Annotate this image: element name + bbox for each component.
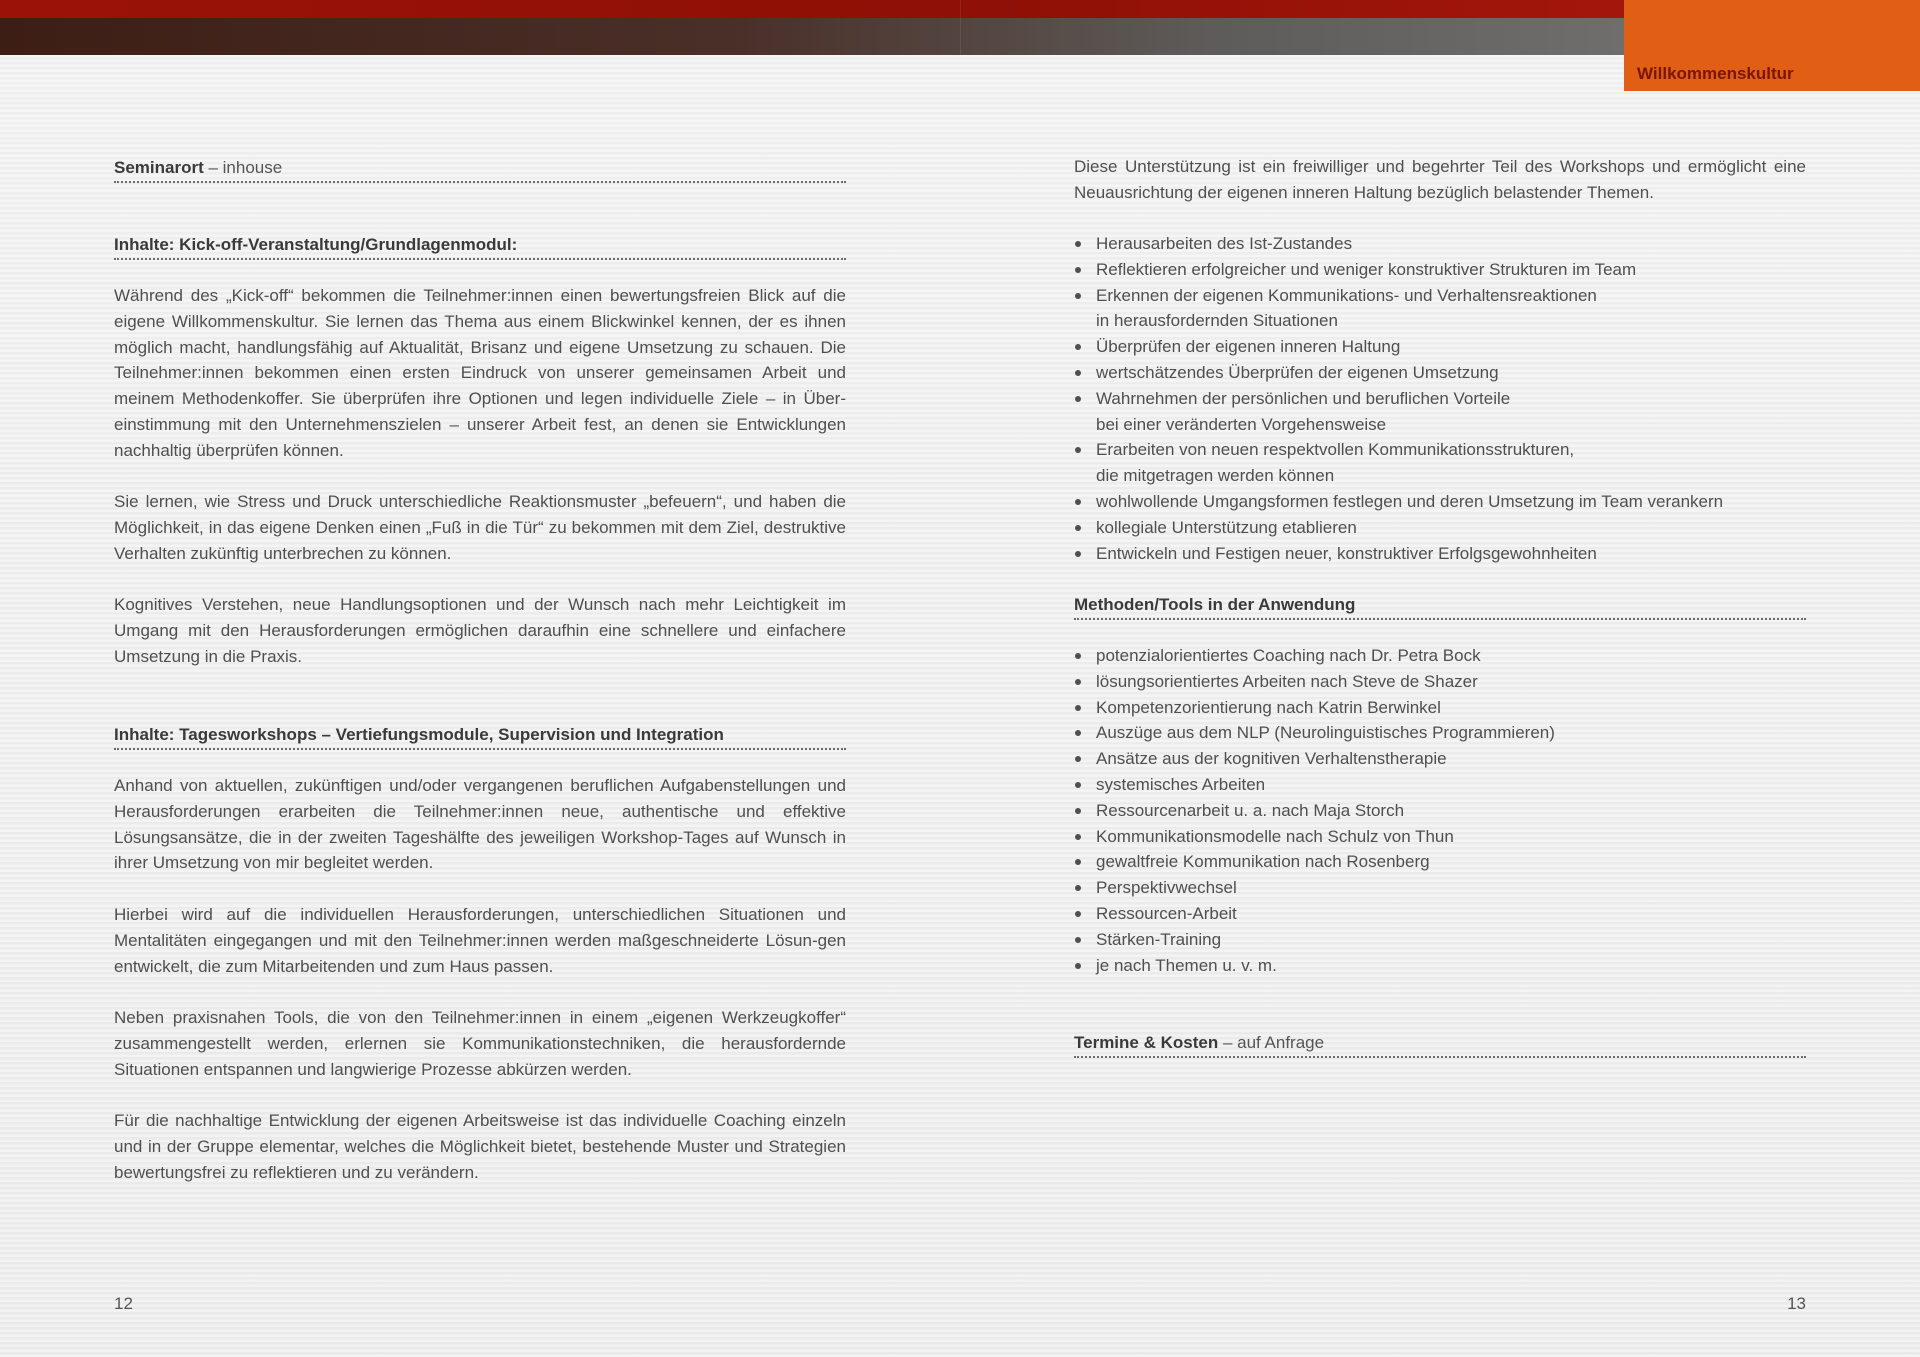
bullet-icon (1075, 447, 1081, 453)
tages-paragraph-3: Neben praxisnahen Tools, die von den Teilnehmer:innen in einem „eigenen Werkzeugkoffer“ zusammengestellt werden, erlernen sie Kommunikationstechniken, die herausfordernde Situationen entspannen und langwierige Prozesse abkürzen werden. (114, 1008, 846, 1079)
list-item: Ressourcenarbeit u. a. nach Maja Storch (1074, 798, 1806, 824)
list-item: systemisches Arbeiten (1074, 772, 1806, 798)
list-item: Herausarbeiten des Ist-Zustandes (1074, 231, 1806, 257)
bullet-icon (1075, 653, 1081, 659)
bullet-icon (1075, 396, 1081, 402)
page-spine (960, 0, 961, 55)
tages-paragraph-1: Anhand von aktuellen, zukünftigen und/oder vergangenen beruflichen Aufgabenstellungen und Herausforderungen erarbeiten die Teilnehmer:innen neue, authentische und effektive Lösungsansätze, die in der zweiten Tageshälfte des jeweiligen Workshop-Tages auf Wunsch in ihrer Umsetzung von mir begleitet werden. (114, 776, 846, 873)
heading-tagesworkshops (114, 722, 846, 750)
bullet-icon (1075, 834, 1081, 840)
list-item: gewaltfreie Kommunikation nach Rosenberg (1074, 849, 1806, 875)
list-item: je nach Themen u. v. m. (1074, 953, 1806, 979)
list-item: potenzialorientiertes Coaching nach Dr. Petra Bock (1074, 643, 1806, 669)
tages-paragraph-4: Für die nachhaltige Entwicklung der eigenen Arbeitsweise ist das individuelle Coaching einzeln und in der Gruppe elementar, welches die Möglichkeit bietet, bestehende Muster und Strategien bewertungsfrei zu reflektieren und zu verändern. (114, 1111, 846, 1182)
page-number-right: 13 (1787, 1294, 1806, 1313)
bullet-icon (1075, 499, 1081, 505)
list-item: wertschätzendes Überprüfen der eigenen Umsetzung (1074, 360, 1806, 386)
seminarort-value: – inhouse (203, 158, 283, 177)
bullet-icon (1075, 808, 1081, 814)
termine-value: – auf Anfrage (1218, 1033, 1325, 1052)
methods-list (1074, 643, 1806, 978)
list-item: lösungsorientiertes Arbeiten nach Steve de Shazer (1074, 669, 1806, 695)
heading-methods (1074, 592, 1806, 620)
heading-seminarort (114, 155, 846, 183)
bullet-icon (1075, 756, 1081, 762)
bullet-icon (1075, 705, 1081, 711)
heading-tagesworkshops-text: Inhalte: Tagesworkshops – Vertiefungsmodule, Supervision und Integration (114, 725, 724, 744)
list-item: wohlwollende Umgangsformen festlegen und deren Umsetzung im Team verankern (1074, 489, 1806, 515)
bullet-icon (1075, 963, 1081, 969)
tages-paragraph-2: Hierbei wird auf die individuellen Herausforderungen, unterschiedlichen Situationen und Mentalitäten eingegangen und mit den Teilnehmer:innen werden maßgeschneiderte Lösun-gen entwickelt, die zum Mitarbeitenden und zum Haus passen. (114, 905, 846, 976)
termine-label: Termine & Kosten (1074, 1033, 1219, 1052)
list-item: Erarbeiten von neuen respektvollen Kommunikationsstrukturen, die mitgetragen werden können (1074, 437, 1806, 489)
bullet-icon (1075, 782, 1081, 788)
bullet-icon (1075, 859, 1081, 865)
seminarort-label: Seminarort (114, 158, 204, 177)
kickoff-paragraph-2: Sie lernen, wie Stress und Druck unterschiedliche Reaktionsmuster „befeuern“, und haben die Möglichkeit, in das eigene Denken einen „Fuß in die Tür“ zu bekommen mit dem Ziel, destruktive Verhalten zukünftig unterbrechen zu können. (114, 492, 846, 563)
list-item: Stärken-Training (1074, 927, 1806, 953)
list-item: Entwickeln und Festigen neuer, konstruktiver Erfolgsgewohnheiten (1074, 541, 1806, 567)
intro-paragraph: Diese Unterstützung ist ein freiwilliger und begehrter Teil des Workshops und ermöglicht eine Neuausrichtung der eigenen inneren Haltung bezüglich belastender Themen. (1074, 157, 1806, 202)
goals-list (1074, 231, 1806, 566)
header-red-stripe (0, 0, 1624, 18)
list-item: Kompetenzorientierung nach Katrin Berwinkel (1074, 695, 1806, 721)
list-item: Ressourcen-Arbeit (1074, 901, 1806, 927)
list-item: Kommunikationsmodelle nach Schulz von Thun (1074, 824, 1806, 850)
list-item: Überprüfen der eigenen inneren Haltung (1074, 334, 1806, 360)
bullet-icon (1075, 551, 1081, 557)
bullet-icon (1075, 293, 1081, 299)
list-item: Auszüge aus dem NLP (Neurolinguistisches Programmieren) (1074, 720, 1806, 746)
list-item: kollegiale Unterstützung etablieren (1074, 515, 1806, 541)
section-tab-label: Willkommenskultur (1637, 64, 1794, 83)
kickoff-paragraph-3: Kognitives Verstehen, neue Handlungsoptionen und der Wunsch nach mehr Leichtigkeit im Umgang mit den Herausforderungen ermöglichen daraufhin eine schnellere und einfachere Umsetzung in die Praxis. (114, 595, 846, 666)
list-item: Reflektieren erfolgreicher und weniger konstruktiver Strukturen im Team (1074, 257, 1806, 283)
bullet-icon (1075, 679, 1081, 685)
heading-termine (1074, 1030, 1806, 1058)
list-item: Perspektivwechsel (1074, 875, 1806, 901)
page-number-left: 12 (114, 1294, 133, 1313)
kickoff-paragraph-1: Während des „Kick-off“ bekommen die Teilnehmer:innen einen bewertungsfreien Blick auf die eigene Willkommenskultur. Sie lernen das Thema aus einem Blickwinkel kennen, der es ihnen möglich macht, handlungsfähig auf Aktualität, Brisanz und eigene Umsetzung zu schauen. Die Teilnehmer:innen bekommen einen ersten Eindruck von unserer gemeinsamen Arbeit und meinem Methodenkoffer. Sie überprüfen ihre Optionen und legen individuelle Ziele – in Über-einstimmung mit den Unternehmenszielen – unserer Arbeit fest, an denen sie Entwicklungen nachhaltig überprüfen können. (114, 286, 846, 460)
bullet-icon (1075, 911, 1081, 917)
list-item: Wahrnehmen der persönlichen und beruflichen Vorteile bei einer veränderten Vorgehensweise (1074, 386, 1806, 438)
list-item: Erkennen der eigenen Kommunikations- und Verhaltensreaktionen in herausfordernden Situationen (1074, 283, 1806, 335)
bullet-icon (1075, 344, 1081, 350)
header-dark-band (0, 18, 1624, 55)
bullet-icon (1075, 267, 1081, 273)
heading-kickoff-text: Inhalte: Kick-off-Veranstaltung/Grundlagenmodul: (114, 235, 518, 254)
heading-kickoff (114, 232, 846, 260)
bullet-icon (1075, 525, 1081, 531)
bullet-icon (1075, 241, 1081, 247)
bullet-icon (1075, 730, 1081, 736)
list-item: Ansätze aus der kognitiven Verhaltenstherapie (1074, 746, 1806, 772)
heading-methods-text: Methoden/Tools in der Anwendung (1074, 595, 1356, 614)
bullet-icon (1075, 937, 1081, 943)
bullet-icon (1075, 885, 1081, 891)
bullet-icon (1075, 370, 1081, 376)
